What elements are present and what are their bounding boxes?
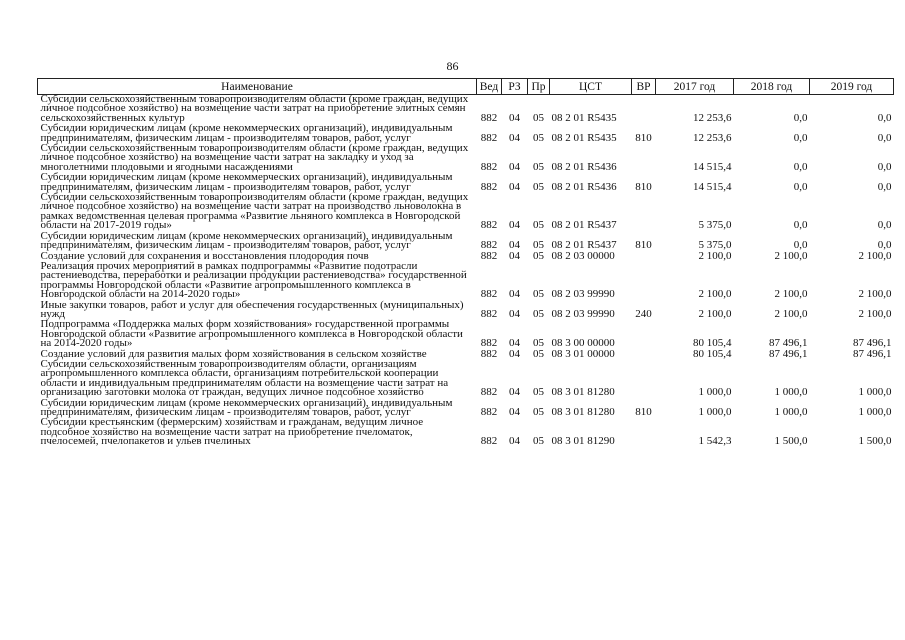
row-value-2019: 0,0 [877, 180, 892, 193]
header-ved: Вед [477, 79, 502, 95]
row-value-2018: 0,0 [793, 219, 808, 232]
header-cst: ЦСТ [550, 79, 632, 95]
row-ved: 882 [480, 160, 498, 173]
row-vr [632, 418, 656, 447]
row-value-2018: 2 100,0 [774, 288, 808, 301]
row-vr [632, 320, 656, 349]
row-vr: 810 [635, 131, 652, 144]
row-pr: 05 [533, 347, 544, 360]
table-row [38, 360, 894, 399]
row-vr [632, 350, 656, 360]
row-cst: 08 3 00 00000 [551, 337, 615, 350]
row-cst: 08 3 01 00000 [551, 347, 615, 360]
row-rz: 04 [509, 219, 520, 232]
row-pr: 05 [533, 160, 544, 173]
row-value-2018: 87 496,1 [769, 337, 808, 350]
row-pr: 05 [533, 239, 544, 252]
row-rz: 04 [509, 406, 520, 418]
row-value-2017: 80 105,4 [693, 337, 732, 350]
row-value-2019: 2 100,0 [858, 307, 892, 320]
row-value-2017: 14 515,4 [693, 180, 732, 193]
row-pr: 05 [533, 131, 544, 144]
row-value-2018: 0,0 [793, 131, 808, 144]
row-value-2019: 2 100,0 [858, 249, 892, 262]
header-name: Наименование [38, 79, 477, 95]
row-ved: 882 [480, 386, 498, 399]
row-value-2018: 87 496,1 [769, 347, 808, 360]
row-rz: 04 [509, 347, 520, 360]
row-vr [632, 262, 656, 301]
row-rz: 04 [509, 180, 520, 193]
row-value-2018: 1 000,0 [774, 406, 808, 418]
row-value-2017: 2 100,0 [698, 307, 732, 320]
row-value-2017: 5 375,0 [698, 219, 732, 232]
page-number: 86 [446, 59, 459, 73]
row-name: Субсидии юридическим лицам (кроме некоммерческих организаций), индивидуальным предпринимателям, физическим лицам - производителям товаров, работ, услуг [40, 396, 453, 418]
header-pr: Пр [528, 79, 550, 95]
row-rz: 04 [509, 435, 520, 448]
header-2018: 2018 год [734, 79, 810, 95]
row-cst: 08 3 01 81280 [551, 406, 615, 418]
row-value-2018: 1 000,0 [774, 386, 808, 399]
row-ved: 882 [480, 249, 498, 262]
row-vr: 810 [635, 180, 652, 193]
row-name: Субсидии юридическим лицам (кроме некоммерческих организаций), индивидуальным предпринимателям, физическим лицам - производителям товаров, работ, услуг [40, 171, 453, 193]
row-rz: 04 [509, 337, 520, 350]
row-vr [632, 144, 656, 173]
row-vr [632, 95, 656, 125]
row-ved: 882 [480, 337, 498, 350]
row-value-2019: 0,0 [877, 160, 892, 173]
header-rz: РЗ [502, 79, 528, 95]
row-rz: 04 [509, 111, 520, 124]
table-row [38, 320, 894, 349]
row-value-2017: 5 375,0 [698, 239, 732, 252]
row-value-2017: 1 542,3 [698, 435, 732, 448]
header-vr: ВР [632, 79, 656, 95]
header-2017: 2017 год [656, 79, 734, 95]
row-name: Субсидии сельскохозяйственным товаропроизводителям области (кроме граждан, ведущих личное подсобное хозяйство) на возмещение части затрат на производство льноволокна в рамках ведомственная целевая программа «Развитие льняного комплекса в Новгородской области на 2017-2019 годы» [40, 191, 469, 232]
table-row [38, 232, 894, 252]
row-ved: 882 [480, 347, 498, 360]
row-value-2018: 1 500,0 [774, 435, 808, 448]
row-value-2017: 14 515,4 [693, 160, 732, 173]
row-cst: 08 3 01 81290 [551, 435, 615, 448]
row-pr: 05 [533, 249, 544, 262]
row-value-2018: 0,0 [793, 239, 808, 252]
row-value-2019: 1 000,0 [858, 386, 892, 399]
row-cst: 08 2 03 99990 [551, 288, 615, 301]
table-row [38, 95, 894, 125]
row-rz: 04 [509, 131, 520, 144]
row-vr: 810 [635, 239, 652, 252]
table-body [38, 95, 894, 448]
row-value-2017: 12 253,6 [693, 111, 732, 124]
row-cst: 08 2 01 R5437 [551, 239, 617, 252]
row-value-2017: 12 253,6 [693, 131, 732, 144]
row-ved: 882 [480, 435, 498, 448]
row-value-2017: 1 000,0 [698, 386, 732, 399]
row-pr: 05 [533, 111, 544, 124]
row-value-2019: 0,0 [877, 131, 892, 144]
row-pr: 05 [533, 307, 544, 320]
row-ved: 882 [480, 219, 498, 232]
row-value-2019: 87 496,1 [853, 347, 892, 360]
row-pr: 05 [533, 386, 544, 399]
row-vr [632, 252, 656, 262]
row-value-2019: 0,0 [877, 219, 892, 232]
row-name: Субсидии юридическим лицам (кроме некоммерческих организаций), индивидуальным предпринимателям, физическим лицам - производителям товаров, работ, услуг [40, 122, 453, 144]
row-ved: 882 [480, 406, 498, 418]
row-rz: 04 [509, 386, 520, 399]
row-value-2017: 2 100,0 [698, 249, 732, 262]
row-value-2019: 0,0 [877, 111, 892, 124]
row-cst: 08 2 01 R5436 [551, 160, 617, 173]
row-rz: 04 [509, 288, 520, 301]
table-row [38, 144, 894, 173]
row-vr: 240 [635, 307, 652, 320]
row-pr: 05 [533, 288, 544, 301]
row-vr [632, 193, 656, 232]
row-pr: 05 [533, 219, 544, 232]
row-ved: 882 [480, 307, 498, 320]
row-ved: 882 [480, 131, 498, 144]
row-value-2018: 2 100,0 [774, 307, 808, 320]
row-value-2017: 1 000,0 [698, 406, 732, 418]
row-name: Субсидии крестьянским (фермерским) хозяйствам и гражданам, ведущим личное подсобное хозяйство на возмещение части затрат на приобретение пчеломаток, пчелосемей, пчелопакетов и ульев пчелиных [40, 416, 424, 448]
row-ved: 882 [480, 111, 498, 124]
row-pr: 05 [533, 180, 544, 193]
budget-table [37, 78, 894, 448]
row-cst: 08 2 03 99990 [551, 307, 615, 320]
row-value-2019: 1 000,0 [858, 406, 892, 418]
row-pr: 05 [533, 435, 544, 448]
table-row [38, 262, 894, 301]
row-name: Субсидии юридическим лицам (кроме некоммерческих организаций), индивидуальным предпринимателям, физическим лицам - производителям товаров, работ, услуг [40, 229, 453, 252]
row-ved: 882 [480, 239, 498, 252]
row-name: Создание условий для развития малых форм хозяйствования в сельском хозяйстве [40, 347, 427, 360]
row-cst: 08 2 01 R5437 [551, 219, 617, 232]
row-rz: 04 [509, 160, 520, 173]
row-name: Реализация прочих мероприятий в рамках подпрограммы «Развитие подотрасли растениеводства, переработки и реализации продукции растениеводства» государственной программы Новгородской области «Развитие агропромышленного комплекса в Новгородской области на 2014-2020 годы» [40, 259, 467, 301]
row-pr: 05 [533, 337, 544, 350]
table-row [38, 193, 894, 232]
row-value-2018: 0,0 [793, 180, 808, 193]
row-name: Иные закупки товаров, работ и услуг для обеспечения государственных (муниципальных) нужд [40, 298, 464, 320]
row-cst: 08 2 03 00000 [551, 249, 615, 262]
row-pr: 05 [533, 406, 544, 418]
row-ved: 882 [480, 180, 498, 193]
row-name: Создание условий для сохранения и восстановления плодородия почв [40, 249, 369, 262]
row-cst: 08 2 01 R5436 [551, 180, 617, 193]
row-vr [632, 360, 656, 399]
row-name: Субсидии сельскохозяйственным товаропроизводителям области (кроме граждан, ведущих личное подсобное хозяйство) на возмещение части затрат на закладку и уход за многолетними плодовыми и ягодными насаждениями [40, 142, 469, 173]
row-vr: 810 [635, 406, 652, 418]
table-row [38, 418, 894, 447]
row-value-2017: 80 105,4 [693, 347, 732, 360]
row-ved: 882 [480, 288, 498, 301]
row-value-2019: 1 500,0 [858, 435, 892, 448]
row-rz: 04 [509, 307, 520, 320]
row-cst: 08 2 01 R5435 [551, 111, 617, 124]
row-value-2019: 0,0 [877, 239, 892, 252]
row-cst: 08 2 01 R5435 [551, 131, 617, 144]
row-value-2018: 0,0 [793, 111, 808, 124]
row-value-2019: 2 100,0 [858, 288, 892, 301]
header-2019: 2019 год [810, 79, 894, 95]
row-cst: 08 3 01 81280 [551, 386, 615, 399]
row-value-2018: 2 100,0 [774, 249, 808, 262]
row-value-2018: 0,0 [793, 160, 808, 173]
row-value-2019: 87 496,1 [853, 337, 892, 350]
row-name: Субсидии сельскохозяйственным товаропроизводителям области (кроме граждан, ведущих личное подсобное хозяйство) на возмещение части затрат на приобретение элитных семян сельскохозяйственных культур [40, 93, 469, 124]
row-value-2017: 2 100,0 [698, 288, 732, 301]
row-rz: 04 [509, 239, 520, 252]
row-rz: 04 [509, 249, 520, 262]
row-name: Подпрограмма «Поддержка малых форм хозяйствования» государственной программы Новгородской области «Развитие агропромышленного комплекса в Новгородской области на 2014-2020 годы» [40, 318, 463, 350]
row-name: Субсидии сельскохозяйственным товаропроизводителям области, организациям агропромышленного комплекса области, организациям потребительской кооперации области и индивидуальным предпринимателям области на возмещение части затрат на организацию заготовки молока от граждан, ведущих личное подсобное хозяйство [40, 357, 449, 399]
